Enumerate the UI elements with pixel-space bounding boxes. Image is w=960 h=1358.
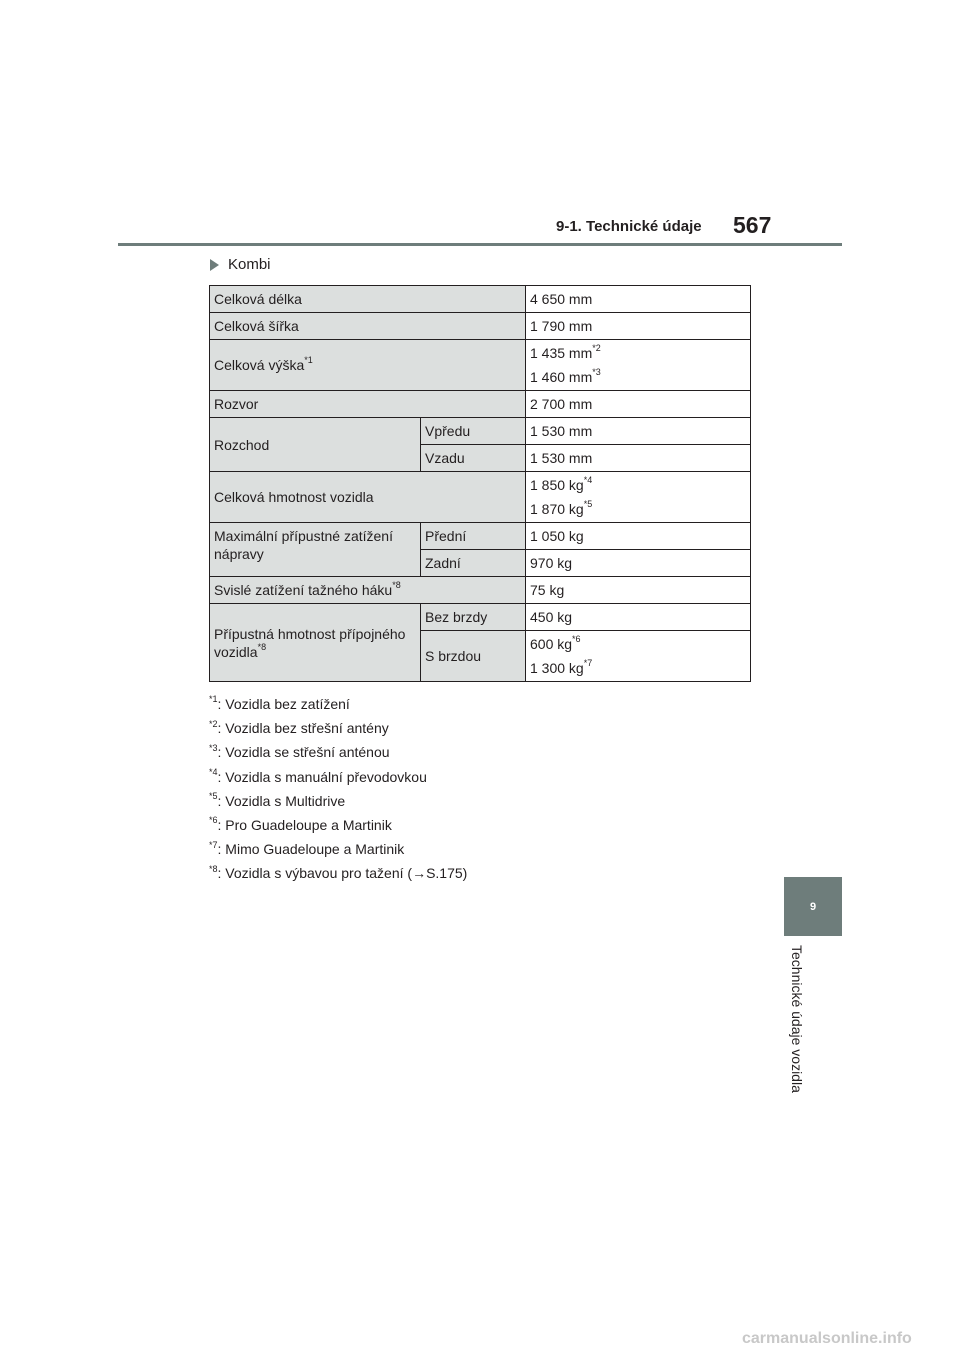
table-row	[210, 391, 751, 418]
specs-table	[209, 285, 751, 682]
sub-label: S brzdou	[421, 631, 526, 682]
row-label-text: Celková výška	[214, 357, 305, 373]
footnote-ref: *2	[592, 343, 601, 354]
footnote-text: : Vozidla s manuální převodovkou	[217, 768, 427, 785]
row-label	[210, 577, 526, 604]
sub-label: Bez brzdy	[421, 604, 526, 631]
footnote-ref: *6	[572, 634, 581, 645]
row-value: 2 700 mm	[526, 391, 751, 418]
row-value: 1 530 mm	[526, 445, 751, 472]
value-line	[530, 344, 746, 362]
value-text: 600 kg	[530, 636, 573, 652]
row-value: 75 kg	[526, 577, 751, 604]
row-label: Celková hmotnost vozidla	[210, 472, 526, 523]
footnote-item	[209, 789, 467, 813]
row-value: 970 kg	[526, 550, 751, 577]
watermark: carmanualsonline.info	[742, 1330, 912, 1347]
row-value: 1 050 kg	[526, 523, 751, 550]
footnote-mark: *4	[209, 766, 218, 777]
footnote-text: : Vozidla s výbavou pro tažení (→S.175)	[217, 865, 468, 882]
footnote-mark: *8	[209, 863, 218, 874]
value-text: 1 870 kg	[530, 501, 584, 517]
row-value: 450 kg	[526, 604, 751, 631]
row-value	[526, 340, 751, 391]
footnote-ref: *4	[583, 475, 593, 486]
row-label-text: Svislé zatížení tažného háku	[214, 582, 393, 598]
footnote-text: : Vozidla s Multidrive	[217, 792, 346, 809]
chapter-tab	[784, 877, 842, 936]
row-label-text: Přípustná hmotnost přípojného vozidla	[214, 625, 406, 660]
value-text: 1 850 kg	[530, 477, 584, 493]
value-line	[530, 368, 746, 386]
footnote-mark: *6	[209, 815, 218, 826]
footnote-text: : Vozidla bez střešní antény	[217, 720, 389, 737]
row-value	[526, 472, 751, 523]
sub-label: Zadní	[421, 550, 526, 577]
row-label	[210, 604, 421, 682]
footnote-ref: *5	[583, 499, 593, 510]
footnote-item	[209, 813, 467, 837]
footnote-item	[209, 861, 467, 885]
row-value: 1 790 mm	[526, 313, 751, 340]
sub-label: Přední	[421, 523, 526, 550]
footnote-ref: *8	[257, 641, 267, 652]
row-label: Celková šířka	[210, 313, 526, 340]
triangle-bullet-icon	[210, 259, 219, 271]
footnote-text: : Pro Guadeloupe a Martinik	[217, 817, 392, 834]
table-row	[210, 418, 751, 445]
value-line	[530, 635, 746, 653]
row-value	[526, 631, 751, 682]
row-label: Maximální přípustné zatížení nápravy	[210, 523, 421, 577]
footnote-text: : Vozidla bez zatížení	[217, 696, 350, 712]
footnote-item	[209, 740, 467, 764]
footnote-item	[209, 765, 467, 789]
table-row	[210, 523, 751, 550]
value-text: 1 300 kg	[530, 660, 584, 676]
row-label: Celková délka	[210, 286, 526, 313]
footnote-mark: *5	[209, 791, 218, 802]
footnote-text: : Mimo Guadeloupe a Martinik	[217, 841, 405, 858]
table-row	[210, 577, 751, 604]
footnote-mark: *2	[209, 718, 218, 729]
value-text: 1 460 mm	[530, 369, 593, 385]
value-line	[530, 659, 746, 677]
row-value: 4 650 mm	[526, 286, 751, 313]
header-rule	[118, 243, 842, 246]
section-heading	[210, 256, 271, 273]
footnote-ref: *7	[583, 658, 593, 669]
header-title: 9-1. Technické údaje	[556, 218, 702, 235]
page-number: 567	[733, 212, 772, 238]
footnote-ref: *1	[304, 355, 313, 366]
chapter-number: 9	[809, 900, 817, 913]
table-row	[210, 340, 751, 391]
table-row	[210, 286, 751, 313]
row-label: Rozchod	[210, 418, 421, 472]
table-row	[210, 604, 751, 631]
sub-label: Vzadu	[421, 445, 526, 472]
footnote-item	[209, 692, 467, 716]
section-heading-text: Kombi	[228, 256, 271, 273]
footnote-text: : Vozidla se střešní anténou	[217, 744, 390, 761]
value-line	[530, 476, 746, 494]
footnote-mark: *3	[209, 742, 218, 753]
footnote-item	[209, 716, 467, 740]
footnote-mark: *1	[209, 694, 218, 705]
row-label	[210, 340, 526, 391]
value-text: 1 435 mm	[530, 345, 593, 361]
chapter-label: Technické údaje vozidla	[789, 945, 805, 1093]
footnote-ref: *3	[592, 367, 601, 378]
footnote-mark: *7	[209, 839, 218, 850]
table-row	[210, 472, 751, 523]
value-line	[530, 500, 746, 518]
footnote-ref: *8	[392, 580, 401, 591]
row-label: Rozvor	[210, 391, 526, 418]
row-value: 1 530 mm	[526, 418, 751, 445]
footnote-item	[209, 837, 467, 861]
table-row	[210, 313, 751, 340]
sub-label: Vpředu	[421, 418, 526, 445]
footnotes	[209, 692, 467, 886]
